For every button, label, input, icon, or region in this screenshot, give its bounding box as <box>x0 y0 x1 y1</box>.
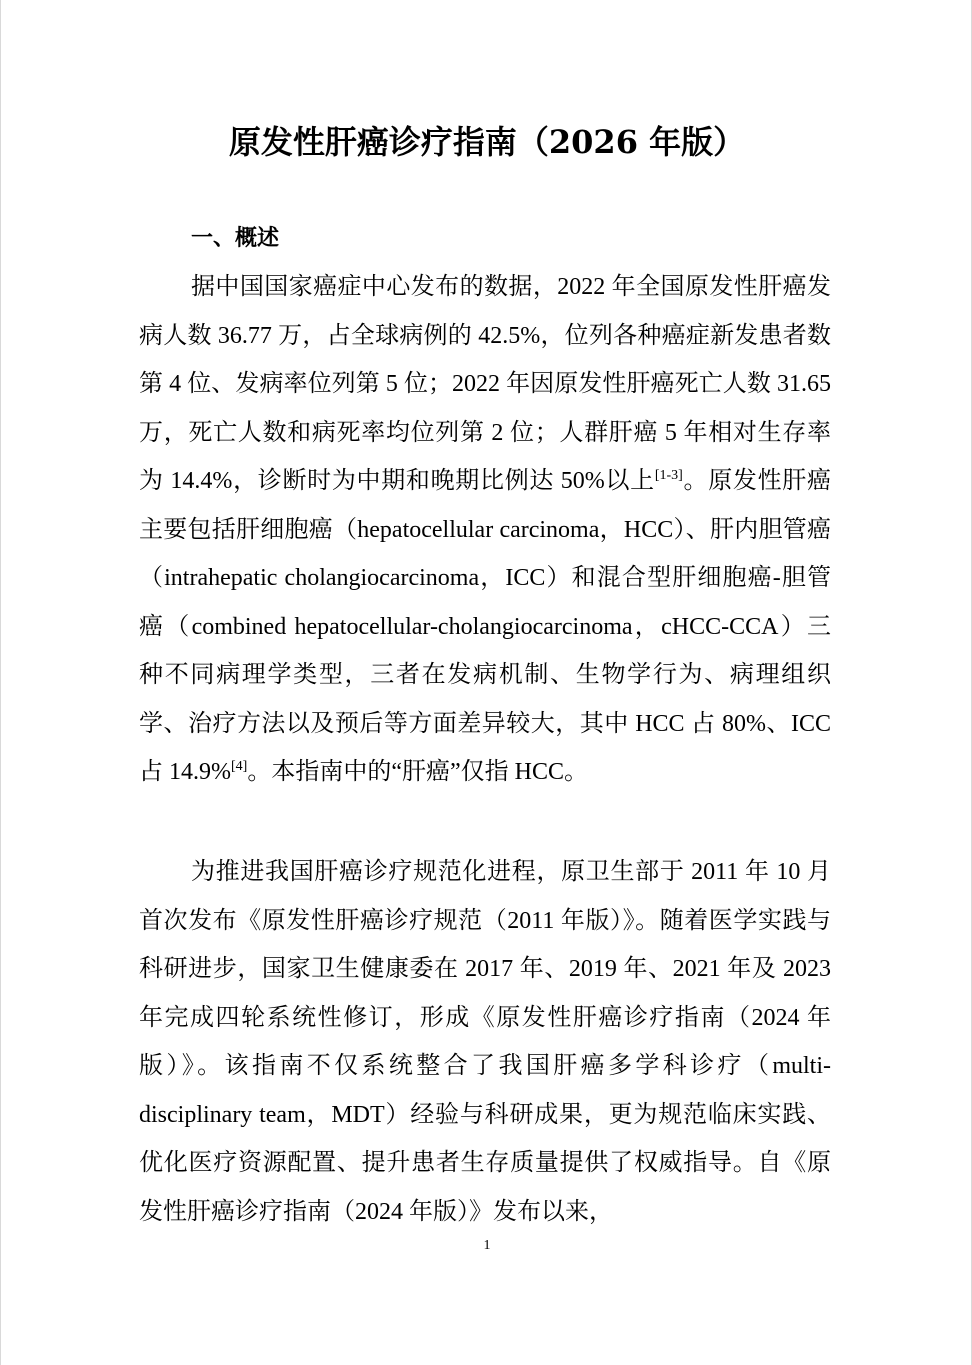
paragraph-guideline-history: 为推进我国肝癌诊疗规范化进程，原卫生部于 2011 年 10 月首次发布《原发性肝癌诊疗规范（2011 年版）》。随着医学实践与科研进步，国家卫生健康委在 2017 年、2019 年、2021 年及 2023 年完成四轮系统性修订，形成《原发性肝癌诊疗指南（2024 年版）》。该指南不仅系统整合了我国肝癌多学科诊疗（multi-disciplinary team，MDT）经验与科研成果，更为规范临床实践、优化医疗资源配置、提升患者生存质量提供了权威指导。自《原发性肝癌诊疗指南（2024 年版）》发布以来， <box>139 859 831 1225</box>
paragraph-epidemiology-text-1: 据中国国家癌症中心发布的数据，2022 年全国原发性肝癌发病人数 36.77 万，占全球病例的 42.5%，位列各种癌症新发患者数第 4 位、发病率位列第 5 位；2022 年因原发性肝癌死亡人数 31.65 万，死亡人数和病死率均位列第 2 位；人群肝癌 5 年相对生存率为 14.4%，诊断时为中期和晚期比例达 50%以上 <box>139 274 831 494</box>
document-title: 原发性肝癌诊疗指南（2026 年版） <box>228 123 746 161</box>
citation-1-3: [1-3] <box>654 468 683 483</box>
paragraph-epidemiology-text-3: 。本指南中的“肝癌”仅指 HCC。 <box>247 759 588 785</box>
paragraph-epidemiology-text-2: 。原发性肝癌主要包括肝细胞癌（hepatocellular carcinoma，HCC）、肝内胆管癌（intrahepatic cholangiocarcinoma，ICC）和混合型肝细胞癌-胆管癌（combined hepatocellular-cholangiocarcinoma，cHCC-CCA）三种不同病理学类型，三者在发病机制、生物学行为、病理组织学、治疗方法以及预后等方面差异较大，其中 HCC 占 80%、ICC 占 14.9% <box>139 468 832 785</box>
section-heading-overview: 一、概述 <box>191 226 280 251</box>
citation-4: [4] <box>231 759 248 774</box>
paragraph-epidemiology <box>139 263 831 797</box>
page-number: 1 <box>483 1238 491 1253</box>
